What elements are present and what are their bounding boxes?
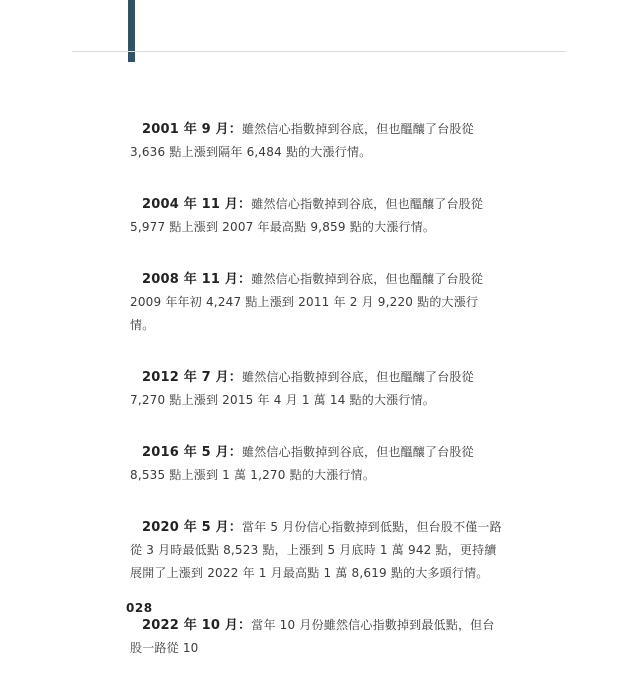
entry-text: 當年 10 月份雖然信心指數掉到最低點，但台股一路從 10 [130,618,495,655]
entry-text: 雖然信心指數掉到谷底，但也醞釀了台股從 5,977 點上漲到 2007 年最高點 9,859 點的大漲行情。 [130,197,484,234]
header-divider [72,51,566,52]
entry-2012-07 [130,366,502,412]
entry-date: 2012 年 7 月： [142,370,243,385]
entry-2008-11 [130,268,502,337]
entry-date: 2020 年 5 月： [142,520,243,535]
page-body [130,118,502,689]
entry-text: 雖然信心指數掉到谷底，但也醞釀了台股從 2009 年年初 4,247 點上漲到 2011 年 2 月 9,220 點的大漲行情。 [130,272,484,332]
entry-date: 2022 年 10 月： [142,618,252,633]
entry-text: 雖然信心指數掉到谷底，但也醞釀了台股從 7,270 點上漲到 2015 年 4 月 1 萬 14 點的大漲行情。 [130,370,474,407]
entry-date: 2004 年 11 月： [142,197,252,212]
page-number: 028 [126,601,153,615]
entry-2004-11 [130,193,502,239]
entry-2016-05 [130,441,502,487]
entry-text: 雖然信心指數掉到谷底，但也醞釀了台股從 8,535 點上漲到 1 萬 1,270 點的大漲行情。 [130,445,474,482]
entry-text: 雖然信心指數掉到谷底，但也醞釀了台股從 3,636 點上漲到隔年 6,484 點的大漲行情。 [130,122,474,159]
entry-2001-09 [130,118,502,164]
entry-text: 當年 5 月份信心指數掉到低點，但台股不僅一路從 3 月時最低點 8,523 點，上漲到 5 月底時 1 萬 942 點，更持續展開了上漲到 2022 年 1 月最高點 1 萬 8,619 點的大多頭行情。 [130,520,502,580]
entry-date: 2016 年 5 月： [142,445,243,460]
entry-date: 2001 年 9 月： [142,122,243,137]
entry-2020-05 [130,516,502,585]
header-accent-bar [128,0,135,62]
entry-date: 2008 年 11 月： [142,272,252,287]
entry-2022-10 [130,614,502,660]
